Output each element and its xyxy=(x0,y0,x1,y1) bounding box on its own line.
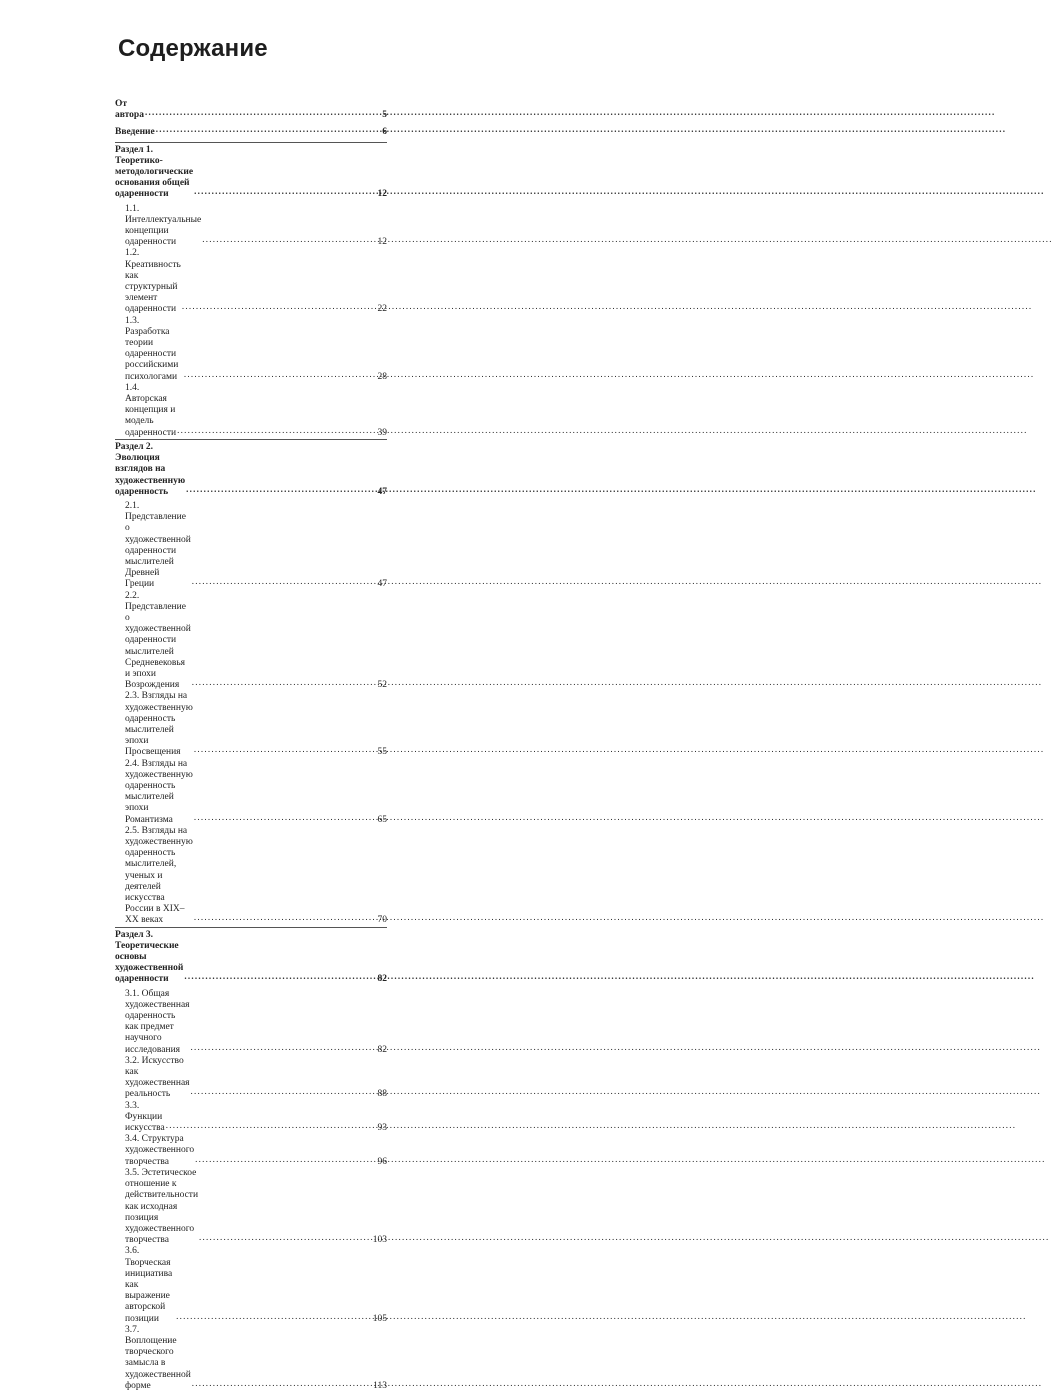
toc-entry-title xyxy=(125,1101,165,1135)
toc-subsection-entry xyxy=(115,1168,387,1246)
toc-page-number: 93 xyxy=(377,1123,387,1134)
toc-entry-line: эпохи Просвещения xyxy=(125,736,181,758)
toc-entry-line: 3.6. Творческая инициатива как выражение авторской xyxy=(125,1246,173,1313)
toc-entry-line: 3.2. Искусство как художественная реальность xyxy=(125,1055,190,1100)
toc-entry-title xyxy=(125,1325,191,1392)
toc-subsection-entry xyxy=(115,501,387,591)
toc-subsection-entry xyxy=(115,1246,387,1324)
toc-entry-line: 3.4. Структура художественного творчества xyxy=(125,1134,195,1167)
toc-section-entry xyxy=(115,145,387,201)
toc-entry-title xyxy=(125,1134,194,1168)
dot-leader xyxy=(166,1120,377,1132)
toc-section-entry xyxy=(115,99,387,121)
toc-entry-title xyxy=(125,1168,198,1246)
dot-leader xyxy=(194,744,377,756)
toc-entry-title xyxy=(115,930,183,986)
dot-leader xyxy=(199,1232,372,1244)
section-divider xyxy=(115,439,387,440)
toc-page-number: 47 xyxy=(377,579,387,590)
dot-leader xyxy=(192,576,377,588)
toc-page-number: 28 xyxy=(377,371,387,382)
toc-entry-title xyxy=(115,127,155,138)
toc-entry-line: 1.1. Интеллектуальные концепции одаренности xyxy=(125,203,202,248)
toc-subsection-entry xyxy=(115,826,387,927)
toc-entry-line: 2.1. Представление о художественной одаренности мыслителей xyxy=(125,500,191,567)
toc-entry-line: От автора xyxy=(115,99,144,121)
toc-entry-line: Средневековья и эпохи Возрождения xyxy=(125,657,186,691)
toc-entry-line: 3.1. Общая художественная одаренность xyxy=(125,988,190,1022)
toc-subsection-entry xyxy=(115,591,387,692)
section-divider xyxy=(115,142,387,143)
toc-entry-title xyxy=(125,501,191,591)
page-title: Содержание xyxy=(118,35,268,62)
toc-entry-line: позиции xyxy=(125,1313,159,1324)
toc-entry-title xyxy=(115,99,144,121)
toc-section-entry xyxy=(115,930,387,986)
toc-subsection-entry xyxy=(115,1056,387,1101)
dot-leader xyxy=(184,369,377,381)
toc-page-number: 22 xyxy=(377,304,387,315)
toc-page-number: 113 xyxy=(373,1380,387,1391)
toc-entry-line: Раздел 3. Теоретические основы художественной одаренности xyxy=(115,929,184,985)
toc-entry-line: 2.3. Взгляды на художественную одаренность мыслителей xyxy=(125,691,193,735)
toc-entry-title xyxy=(115,145,193,201)
toc-subsection-entry xyxy=(115,759,387,826)
toc-page-number: 52 xyxy=(377,680,387,691)
toc-subsection-entry xyxy=(115,1134,387,1168)
toc-page-number: 12 xyxy=(377,189,387,200)
dot-leader xyxy=(202,234,376,246)
toc-entry-line: 1.2. Креативность как структурный элемент одаренности xyxy=(125,248,181,315)
dot-leader xyxy=(194,186,376,198)
table-of-contents xyxy=(115,97,387,1392)
toc-section-entry xyxy=(115,124,387,138)
dot-leader xyxy=(186,484,376,496)
toc-page-number: 55 xyxy=(377,747,387,758)
toc-entry-title xyxy=(125,248,181,315)
dot-leader xyxy=(194,812,377,824)
dot-leader xyxy=(195,1154,376,1166)
toc-subsection-entry xyxy=(115,989,387,1056)
toc-subsection-entry xyxy=(115,204,387,249)
toc-page-number: 65 xyxy=(377,814,387,825)
toc-page-number: 5 xyxy=(382,110,387,121)
toc-entry-line: форме xyxy=(125,1380,151,1391)
toc-subsection-entry xyxy=(115,383,387,439)
toc-entry-line: одаренности xyxy=(115,189,169,200)
toc-subsection-entry xyxy=(115,316,387,383)
toc-entry-title xyxy=(125,1246,175,1324)
toc-entry-line: 2.5. Взгляды на художественную одаренность мыслителей, xyxy=(125,825,193,870)
toc-entry-line: 1.3. Разработка теории одаренности российскими психологами xyxy=(125,315,179,382)
toc-entry-line: 2.2. Представление о художественной одаренности мыслителей xyxy=(125,590,191,657)
toc-entry-title xyxy=(125,591,191,692)
toc-entry-line: Древней Греции xyxy=(125,568,160,590)
dot-leader xyxy=(192,1378,372,1390)
toc-entry-line: эпохи Романтизма xyxy=(125,803,173,825)
dot-leader xyxy=(191,1042,377,1054)
toc-entry-title xyxy=(125,383,176,439)
toc-section-entry xyxy=(115,442,387,498)
toc-entry-title xyxy=(125,759,193,826)
toc-page-number: 12 xyxy=(377,237,387,248)
toc-entry-line: 3.7. Воплощение творческого замысла в художественной xyxy=(125,1324,191,1380)
toc-page-number: 88 xyxy=(377,1089,387,1100)
dot-leader xyxy=(145,107,381,119)
toc-page-number: 96 xyxy=(377,1156,387,1167)
toc-entry-line: 2.4. Взгляды на художественную одаренность мыслителей xyxy=(125,758,193,803)
dot-leader xyxy=(194,912,377,924)
toc-page-number: 39 xyxy=(377,427,387,438)
toc-entry-line: как предмет научного исследования xyxy=(125,1022,181,1055)
dot-leader xyxy=(176,1311,372,1323)
toc-entry-line: 3.3. Функции искусства xyxy=(125,1100,165,1134)
toc-entry-line: Раздел 2. Эволюция взглядов на художественную одаренность xyxy=(115,441,186,497)
section-divider xyxy=(115,927,387,928)
toc-page-number: 82 xyxy=(377,974,387,985)
toc-entry-line: 1.4. Авторская концепция и модель одаренности xyxy=(125,382,177,438)
dot-leader xyxy=(191,1086,377,1098)
toc-subsection-entry xyxy=(115,691,387,758)
toc-entry-line: ученых и деятелей искусства России в XIX–XX веках xyxy=(125,870,185,926)
toc-page-number: 82 xyxy=(377,1044,387,1055)
toc-entry-line: 3.5. Эстетическое отношение к действительности xyxy=(125,1167,199,1201)
toc-subsection-entry xyxy=(115,1101,387,1135)
toc-entry-line: Введение xyxy=(115,127,155,138)
dot-leader xyxy=(177,425,376,437)
toc-entry-title xyxy=(125,989,190,1056)
toc-subsection-entry xyxy=(115,248,387,315)
toc-entry-title xyxy=(125,204,201,249)
toc-entry-title xyxy=(125,316,183,383)
toc-entry-title xyxy=(125,1056,190,1101)
dot-leader xyxy=(192,677,377,689)
dot-leader xyxy=(156,124,382,136)
toc-entry-line: Раздел 1. Теоретико-методологические основания общей xyxy=(115,144,194,189)
toc-subsection-entry xyxy=(115,1325,387,1392)
toc-page-number: 47 xyxy=(377,486,387,497)
dot-leader xyxy=(184,971,376,983)
toc-page-number: 6 xyxy=(382,127,387,138)
toc-entry-title xyxy=(125,691,193,758)
toc-entry-title xyxy=(125,826,193,927)
toc-entry-title xyxy=(115,442,185,498)
toc-page-number: 70 xyxy=(377,915,387,926)
toc-page-number: 105 xyxy=(372,1313,387,1324)
toc-page-number: 103 xyxy=(372,1235,387,1246)
dot-leader xyxy=(182,301,377,313)
toc-entry-line: как исходная позиция художественного творчества xyxy=(125,1201,195,1246)
